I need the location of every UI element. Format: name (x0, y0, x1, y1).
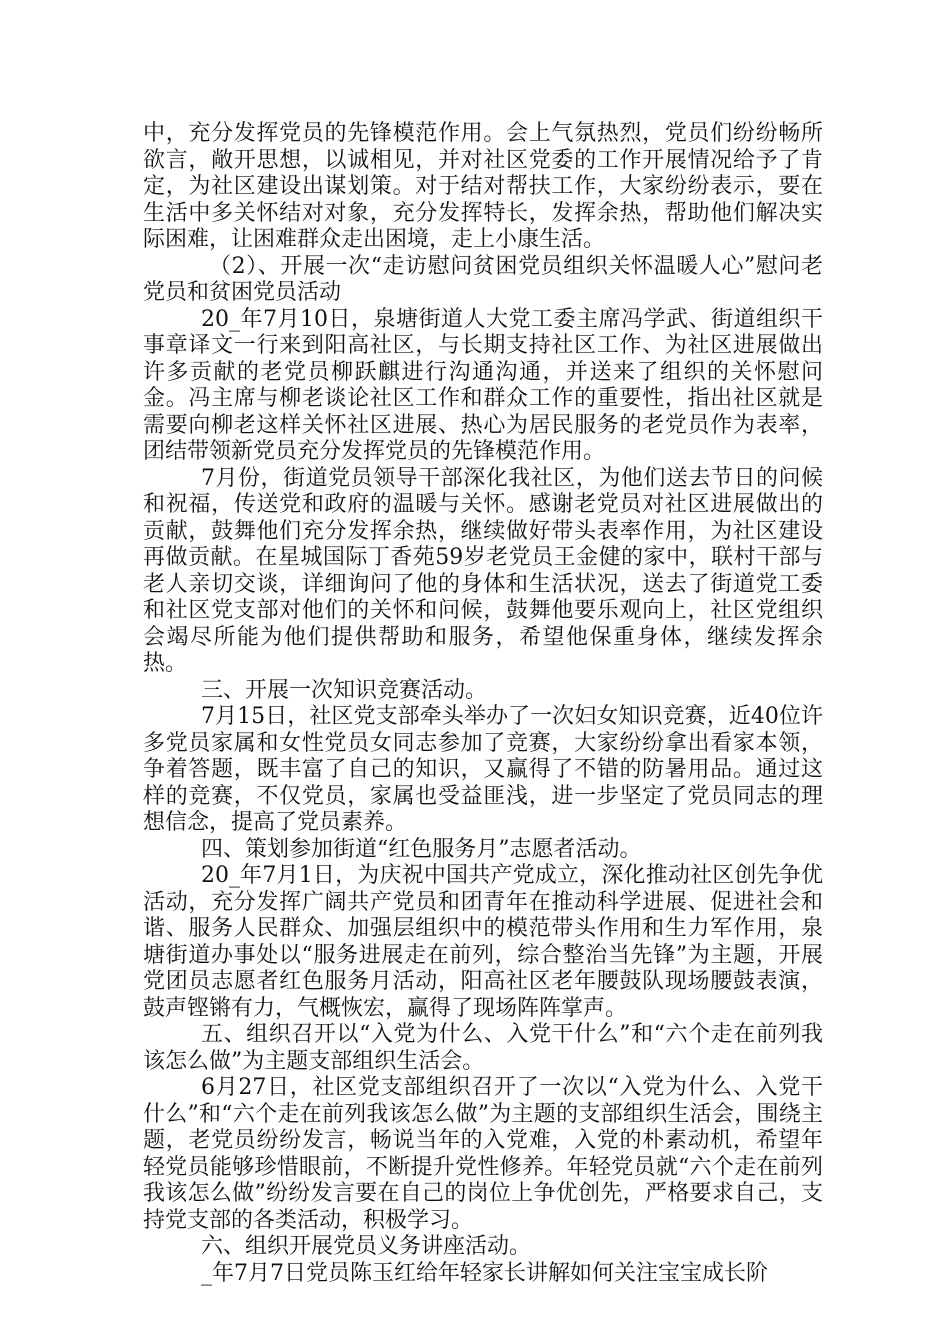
paragraph-lecture: _年7月7日党员陈玉红给年轻家长讲解如何关注宝宝成长阶 (201, 1260, 768, 1286)
heading-section-3: 三、开展一次知识竞赛活动。 (201, 677, 488, 703)
heading-section-6: 六、组织开展党员义务讲座活动。 (201, 1234, 532, 1259)
paragraph-red-service-month: 20_年7月1日，为庆祝中国共产党成立，深化推动社区创先争优活动，充分发挥广阔共产党员和团青年在推动科学进展、促进社会和谐、服务人民群众、加强层组织中的模范带头作用和生力军作用，泉塘街道办事处以“服务进展走在前列，综合整治当先锋”为主题，开展党团员志愿者红色服务月活动，阳高社区老年腰鼓队现场腰鼓表演，鼓声铿锵有力，气概恢宏，赢得了现场阵阵掌声。 (143, 863, 823, 1021)
paragraph-knowledge-contest: 7月15日，社区党支部牵头举办了一次妇女知识竞赛，近40位许多党员家属和女性党员女同志参加了竞赛，大家纷纷拿出看家本领，争着答题，既丰富了自己的知识，又赢得了不错的防暑用品。通过这样的竞赛，不仅党员，家属也受益匪浅，进一步坚定了党员同志的理想信念，提高了党员素养。 (143, 704, 823, 835)
heading-section-5: 五、组织召开以“入党为什么、入党干什么”和“六个走在前列我该怎么做”为主题支部组织生活会。 (143, 1022, 823, 1074)
paragraph-continuation: 中，充分发挥党员的先锋模范作用。会上气氛热烈，党员们纷纷畅所欲言，敞开思想，以诚相见，并对社区党委的工作开展情况给予了肯定，为社区建设出谋划策。对于结对帮扶工作，大家纷纷表示，要在生活中多关怀结对对象，充分发挥特长，发挥余热，帮助他们解决实际困难，让困难群众走出困境，走上小康生活。 (143, 121, 823, 252)
paragraph-july-visits: 7月份，街道党员领导干部深化我社区，为他们送去节日的问候和祝福，传送党和政府的温暖与关怀。感谢老党员对社区进展做出的贡献，鼓舞他们充分发挥余热，继续做好带头表率作用，为社区建设再做贡献。在星城国际丁香苑59岁老党员王金健的家中，联村干部与老人亲切交谈，详细询问了他的身体和生活状况，送去了街道党工委和社区党支部对他们的关怀和问候，鼓舞他要乐观向上，社区党组织会竭尽所能为他们提供帮助和服务，希望他保重身体，继续发挥余热。 (143, 465, 823, 676)
paragraph-organization-meeting: 6月27日，社区党支部组织召开了一次以“入党为什么、入党干什么”和“六个走在前列我该怎么做”为主题的支部组织生活会，围绕主题，老党员纷纷发言，畅说当年的入党难，入党的朴素动机，希望年轻党员能够珍惜眼前，不断提升党性修养。年轻党员就“六个走在前列我该怎么做”纷纷发言要在自己的岗位上争优创先，严格要求自己，支持党支部的各类活动，积极学习。 (143, 1075, 823, 1233)
document-body (143, 121, 823, 1287)
paragraph-visit-july-10: 20_年7月10日，泉塘街道人大党工委主席冯学武、街道组织干事章译文一行来到阳高社区，与长期支持社区工作、为社区进展做出许多贡献的老党员柳跃麒进行沟通沟通，并送来了组织的关怀慰问金。冯主席与柳老谈论社区工作和群众工作的重要性，指出社区就是需要向柳老这样关怀社区进展、热心为居民服务的老党员作为表率，团结带领新党员充分发挥党员的先锋模范作用。 (143, 306, 823, 464)
heading-section-4: 四、策划参加街道“红色服务月”志愿者活动。 (201, 836, 642, 862)
paragraph-subheading-2: （2）、开展一次“走访慰问贫困党员组织关怀温暖人心”慰问老党员和贫困党员活动 (143, 253, 823, 305)
